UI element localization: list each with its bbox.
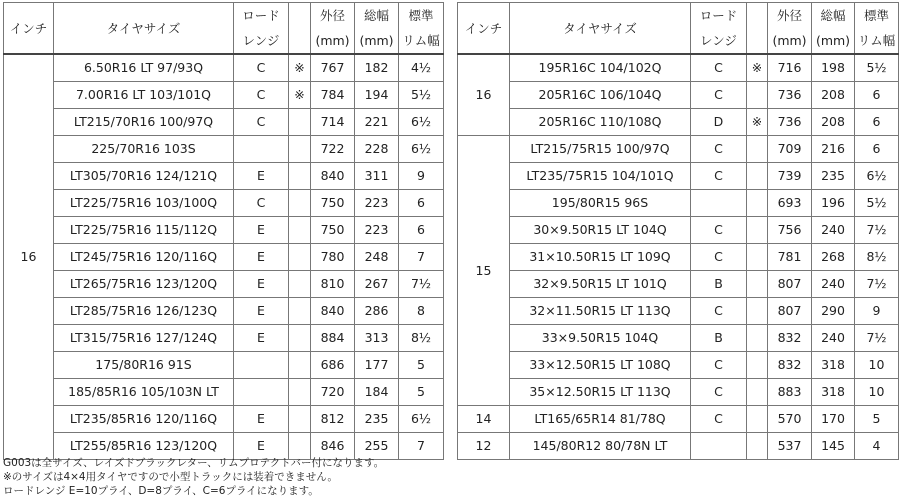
- load-range-cell: C: [234, 109, 289, 136]
- load-range-cell: E: [234, 406, 289, 433]
- load-range-cell: [234, 352, 289, 379]
- rim-width-cell: 6: [855, 136, 899, 163]
- mark-cell: [289, 298, 311, 325]
- tire-size-cell: 33×12.50R15 LT 108Q: [510, 352, 691, 379]
- tire-size-cell: LT315/75R16 127/124Q: [54, 325, 234, 352]
- load-range-cell: E: [234, 433, 289, 460]
- header-tire-size: タイヤサイズ: [510, 3, 691, 55]
- tire-size-cell: 7.00R16 LT 103/101Q: [54, 82, 234, 109]
- load-range-cell: C: [234, 190, 289, 217]
- tire-size-cell: LT225/75R16 103/100Q: [54, 190, 234, 217]
- outer-diameter-cell: 784: [311, 82, 355, 109]
- mark-cell: [747, 271, 768, 298]
- table-row: [458, 190, 899, 217]
- load-range-cell: C: [691, 163, 747, 190]
- table-row: [458, 217, 899, 244]
- overall-width-cell: 223: [355, 190, 399, 217]
- rim-width-cell: 5: [399, 379, 444, 406]
- outer-diameter-cell: 883: [768, 379, 812, 406]
- footnotes: [3, 456, 384, 498]
- outer-diameter-cell: 812: [311, 406, 355, 433]
- outer-diameter-cell: 832: [768, 325, 812, 352]
- outer-diameter-cell: 846: [311, 433, 355, 460]
- table-header: [4, 3, 444, 55]
- rim-width-cell: 6½: [855, 163, 899, 190]
- tire-size-table-right: [457, 2, 899, 460]
- mark-cell: [289, 109, 311, 136]
- outer-diameter-cell: 840: [311, 298, 355, 325]
- rim-width-cell: 8½: [399, 325, 444, 352]
- footnote: ※のサイズは4×4用タイヤですので小型トラックには装着できません。: [3, 471, 338, 483]
- rim-width-cell: 7: [399, 244, 444, 271]
- rim-width-cell: 6½: [399, 109, 444, 136]
- mark-cell: [747, 298, 768, 325]
- load-range-cell: C: [691, 352, 747, 379]
- mark-cell: [747, 406, 768, 433]
- table-row: [458, 433, 899, 460]
- overall-width-cell: 208: [812, 109, 855, 136]
- load-range-cell: C: [691, 136, 747, 163]
- outer-diameter-cell: 686: [311, 352, 355, 379]
- mark-cell: [289, 406, 311, 433]
- header-od-1: 外径: [311, 3, 355, 29]
- tire-size-cell: 33×9.50R15 104Q: [510, 325, 691, 352]
- overall-width-cell: 311: [355, 163, 399, 190]
- overall-width-cell: 221: [355, 109, 399, 136]
- outer-diameter-cell: 832: [768, 352, 812, 379]
- mark-cell: [289, 271, 311, 298]
- load-range-cell: D: [691, 109, 747, 136]
- overall-width-cell: 318: [812, 352, 855, 379]
- header-load-range-2: レンジ: [691, 28, 747, 54]
- mark-cell: ※: [747, 54, 768, 82]
- outer-diameter-cell: 714: [311, 109, 355, 136]
- load-range-cell: C: [691, 82, 747, 109]
- inch-cell: 12: [458, 433, 510, 460]
- header-load-range-1: ロード: [234, 3, 289, 29]
- tire-size-cell: 175/80R16 91S: [54, 352, 234, 379]
- load-range-cell: E: [234, 163, 289, 190]
- rim-width-cell: 7½: [855, 271, 899, 298]
- load-range-cell: E: [234, 271, 289, 298]
- outer-diameter-cell: 780: [311, 244, 355, 271]
- table-row: [458, 109, 899, 136]
- load-range-cell: [691, 190, 747, 217]
- tire-size-cell: LT245/75R16 120/116Q: [54, 244, 234, 271]
- rim-width-cell: 5½: [399, 82, 444, 109]
- table-row: [458, 379, 899, 406]
- rim-width-cell: 8½: [855, 244, 899, 271]
- outer-diameter-cell: 537: [768, 433, 812, 460]
- tire-size-table-left: [3, 2, 444, 460]
- table-row: [458, 244, 899, 271]
- rim-width-cell: 9: [855, 298, 899, 325]
- overall-width-cell: 313: [355, 325, 399, 352]
- rim-width-cell: 4½: [399, 54, 444, 82]
- table-row: [458, 325, 899, 352]
- table-row: [458, 163, 899, 190]
- table-row: [458, 352, 899, 379]
- outer-diameter-cell: 570: [768, 406, 812, 433]
- load-range-cell: C: [691, 406, 747, 433]
- rim-width-cell: 4: [855, 433, 899, 460]
- footnote: ロードレンジ E=10プライ、D=8プライ、C=6プライになります。: [3, 485, 319, 497]
- tire-size-cell: LT255/85R16 123/120Q: [54, 433, 234, 460]
- rim-width-cell: 10: [855, 352, 899, 379]
- table-row: [4, 271, 444, 298]
- header-inch: インチ: [4, 3, 54, 55]
- rim-width-cell: 6: [855, 82, 899, 109]
- mark-cell: [747, 325, 768, 352]
- outer-diameter-cell: 736: [768, 82, 812, 109]
- tire-size-cell: 205R16C 106/104Q: [510, 82, 691, 109]
- overall-width-cell: 240: [812, 217, 855, 244]
- outer-diameter-cell: 709: [768, 136, 812, 163]
- table-row: [458, 82, 899, 109]
- load-range-cell: C: [691, 379, 747, 406]
- tire-size-cell: LT165/65R14 81/78Q: [510, 406, 691, 433]
- table-row: [4, 325, 444, 352]
- mark-cell: [747, 136, 768, 163]
- outer-diameter-cell: 739: [768, 163, 812, 190]
- table-row: [458, 136, 899, 163]
- mark-cell: [747, 82, 768, 109]
- overall-width-cell: 248: [355, 244, 399, 271]
- load-range-cell: [691, 433, 747, 460]
- header-mark: [289, 3, 311, 55]
- tire-size-cell: 35×12.50R15 LT 113Q: [510, 379, 691, 406]
- tire-size-cell: 195R16C 104/102Q: [510, 54, 691, 82]
- table-row: [4, 136, 444, 163]
- tire-size-cell: LT305/70R16 124/121Q: [54, 163, 234, 190]
- rim-width-cell: 7: [399, 433, 444, 460]
- mark-cell: ※: [289, 54, 311, 82]
- outer-diameter-cell: 840: [311, 163, 355, 190]
- table-row: [4, 217, 444, 244]
- header-od-1: 外径: [768, 3, 812, 29]
- table-row: [458, 271, 899, 298]
- rim-width-cell: 5: [399, 352, 444, 379]
- tire-size-cell: LT265/75R16 123/120Q: [54, 271, 234, 298]
- load-range-cell: B: [691, 271, 747, 298]
- rim-width-cell: 5½: [855, 54, 899, 82]
- table-row: [4, 379, 444, 406]
- inch-cell: 16: [4, 54, 54, 460]
- outer-diameter-cell: 722: [311, 136, 355, 163]
- overall-width-cell: 194: [355, 82, 399, 109]
- tire-size-cell: 145/80R12 80/78N LT: [510, 433, 691, 460]
- rim-width-cell: 8: [399, 298, 444, 325]
- overall-width-cell: 255: [355, 433, 399, 460]
- load-range-cell: E: [234, 217, 289, 244]
- rim-width-cell: 10: [855, 379, 899, 406]
- inch-cell: 15: [458, 136, 510, 406]
- table-row: [4, 244, 444, 271]
- table-row: [4, 190, 444, 217]
- table-row: [4, 82, 444, 109]
- table-row: [458, 54, 899, 82]
- rim-width-cell: 6: [399, 190, 444, 217]
- header-width-1: 総幅: [812, 3, 855, 29]
- table-row: [4, 298, 444, 325]
- mark-cell: [747, 379, 768, 406]
- header-rim-2: リム幅: [855, 28, 899, 54]
- overall-width-cell: 235: [812, 163, 855, 190]
- header-rim-1: 標準: [399, 3, 444, 29]
- overall-width-cell: 170: [812, 406, 855, 433]
- rim-width-cell: 6: [855, 109, 899, 136]
- load-range-cell: E: [234, 298, 289, 325]
- load-range-cell: B: [691, 325, 747, 352]
- overall-width-cell: 240: [812, 271, 855, 298]
- mark-cell: [747, 190, 768, 217]
- mark-cell: [289, 352, 311, 379]
- outer-diameter-cell: 767: [311, 54, 355, 82]
- tire-size-cell: 205R16C 110/108Q: [510, 109, 691, 136]
- tire-size-cell: 195/80R15 96S: [510, 190, 691, 217]
- load-range-cell: C: [234, 54, 289, 82]
- load-range-cell: C: [234, 82, 289, 109]
- tire-size-cell: LT215/75R15 100/97Q: [510, 136, 691, 163]
- overall-width-cell: 228: [355, 136, 399, 163]
- outer-diameter-cell: 750: [311, 217, 355, 244]
- rim-width-cell: 6: [399, 217, 444, 244]
- table-row: [4, 352, 444, 379]
- rim-width-cell: 7½: [399, 271, 444, 298]
- header-load-range-1: ロード: [691, 3, 747, 29]
- overall-width-cell: 240: [812, 325, 855, 352]
- header-mark: [747, 3, 768, 55]
- load-range-cell: C: [691, 54, 747, 82]
- tire-size-cell: LT225/75R16 115/112Q: [54, 217, 234, 244]
- mark-cell: ※: [747, 109, 768, 136]
- tire-size-cell: 6.50R16 LT 97/93Q: [54, 54, 234, 82]
- outer-diameter-cell: 750: [311, 190, 355, 217]
- mark-cell: [289, 217, 311, 244]
- overall-width-cell: 145: [812, 433, 855, 460]
- rim-width-cell: 9: [399, 163, 444, 190]
- mark-cell: ※: [289, 82, 311, 109]
- table-row: [4, 109, 444, 136]
- overall-width-cell: 290: [812, 298, 855, 325]
- rim-width-cell: 5: [855, 406, 899, 433]
- tire-size-cell: LT215/70R16 100/97Q: [54, 109, 234, 136]
- inch-cell: 16: [458, 54, 510, 136]
- header-width-2: (mm): [812, 28, 855, 54]
- tire-size-cell: LT235/85R16 120/116Q: [54, 406, 234, 433]
- tire-size-cell: LT285/75R16 126/123Q: [54, 298, 234, 325]
- overall-width-cell: 196: [812, 190, 855, 217]
- header-inch: インチ: [458, 3, 510, 55]
- tire-size-cell: 31×10.50R15 LT 109Q: [510, 244, 691, 271]
- overall-width-cell: 177: [355, 352, 399, 379]
- table-row: [458, 298, 899, 325]
- overall-width-cell: 223: [355, 217, 399, 244]
- table-row: [4, 54, 444, 82]
- rim-width-cell: 5½: [855, 190, 899, 217]
- mark-cell: [289, 190, 311, 217]
- rim-width-cell: 6½: [399, 136, 444, 163]
- mark-cell: [289, 136, 311, 163]
- rim-width-cell: 7½: [855, 325, 899, 352]
- inch-cell: 14: [458, 406, 510, 433]
- header-width-1: 総幅: [355, 3, 399, 29]
- load-range-cell: E: [234, 325, 289, 352]
- overall-width-cell: 267: [355, 271, 399, 298]
- outer-diameter-cell: 716: [768, 54, 812, 82]
- tire-size-cell: 32×11.50R15 LT 113Q: [510, 298, 691, 325]
- table-header: [458, 3, 899, 55]
- mark-cell: [747, 352, 768, 379]
- footnote: G003は全サイズ、レイズドブラックレター、リムプロテクトバー付になります。: [3, 457, 385, 469]
- overall-width-cell: 182: [355, 54, 399, 82]
- overall-width-cell: 286: [355, 298, 399, 325]
- overall-width-cell: 184: [355, 379, 399, 406]
- load-range-cell: [234, 379, 289, 406]
- overall-width-cell: 235: [355, 406, 399, 433]
- outer-diameter-cell: 736: [768, 109, 812, 136]
- outer-diameter-cell: 756: [768, 217, 812, 244]
- rim-width-cell: 6½: [399, 406, 444, 433]
- mark-cell: [747, 244, 768, 271]
- tire-size-cell: 32×9.50R15 LT 101Q: [510, 271, 691, 298]
- tire-size-cell: 185/85R16 105/103N LT: [54, 379, 234, 406]
- header-width-2: (mm): [355, 28, 399, 54]
- outer-diameter-cell: 781: [768, 244, 812, 271]
- rim-width-cell: 7½: [855, 217, 899, 244]
- header-od-2: (mm): [311, 28, 355, 54]
- header-rim-2: リム幅: [399, 28, 444, 54]
- load-range-cell: C: [691, 217, 747, 244]
- tire-size-cell: LT235/75R15 104/101Q: [510, 163, 691, 190]
- header-rim-1: 標準: [855, 3, 899, 29]
- overall-width-cell: 318: [812, 379, 855, 406]
- tire-size-cell: 30×9.50R15 LT 104Q: [510, 217, 691, 244]
- header-tire-size: タイヤサイズ: [54, 3, 234, 55]
- outer-diameter-cell: 810: [311, 271, 355, 298]
- table-row: [4, 406, 444, 433]
- load-range-cell: [234, 136, 289, 163]
- outer-diameter-cell: 720: [311, 379, 355, 406]
- tire-size-cell: 225/70R16 103S: [54, 136, 234, 163]
- mark-cell: [747, 217, 768, 244]
- load-range-cell: C: [691, 244, 747, 271]
- header-load-range-2: レンジ: [234, 28, 289, 54]
- outer-diameter-cell: 693: [768, 190, 812, 217]
- overall-width-cell: 268: [812, 244, 855, 271]
- overall-width-cell: 198: [812, 54, 855, 82]
- table-row: [458, 406, 899, 433]
- load-range-cell: E: [234, 244, 289, 271]
- mark-cell: [289, 163, 311, 190]
- overall-width-cell: 208: [812, 82, 855, 109]
- mark-cell: [747, 163, 768, 190]
- table-row: [4, 163, 444, 190]
- header-od-2: (mm): [768, 28, 812, 54]
- load-range-cell: C: [691, 298, 747, 325]
- outer-diameter-cell: 807: [768, 298, 812, 325]
- outer-diameter-cell: 807: [768, 271, 812, 298]
- overall-width-cell: 216: [812, 136, 855, 163]
- mark-cell: [747, 433, 768, 460]
- outer-diameter-cell: 884: [311, 325, 355, 352]
- mark-cell: [289, 325, 311, 352]
- mark-cell: [289, 244, 311, 271]
- mark-cell: [289, 379, 311, 406]
